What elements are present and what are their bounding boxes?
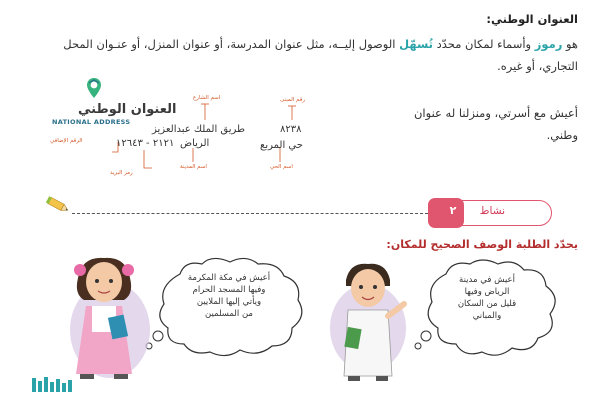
girl-bubble-line: من المسلمين	[205, 309, 253, 319]
logo-english-text: NATIONAL ADDRESS	[52, 118, 131, 126]
street-name-value: طريق الملك عبدالعزيز	[152, 124, 246, 135]
home-address-statement: أعيش مع أسرتي، ومنزلنا له عنوان وطني.	[413, 106, 578, 142]
definition-paragraph	[22, 33, 578, 77]
district-value: حي المربع	[260, 140, 303, 151]
callout-street-name: اسم الشارع	[193, 95, 221, 101]
definition-text-2: وأسماء لمكان محدّد	[432, 37, 535, 51]
girl-student-illustration	[60, 250, 150, 380]
boy-bubble-text	[432, 274, 542, 322]
boy-bubble-line: أعيش في مدينة	[459, 275, 515, 285]
postal-code-line: ٢١٢١ - ١٢٦٤٣	[116, 138, 175, 149]
postal-code-value: ١٢٦٤٣	[116, 138, 143, 149]
boy-bubble-line: قليل من السكان	[457, 299, 517, 309]
boy-bubble-line: والمباني	[472, 311, 502, 321]
boy-student-illustration	[324, 258, 412, 383]
activity-label: نشاط	[479, 205, 505, 217]
definition-text-3: الوصول إليــه، مثل عنوان المدرسة، أو عنوان المنزل، أو عنـوان المحل التجاري، أو غيره.	[63, 37, 578, 73]
girl-bubble-line: أعيش في مكة المكرمة	[187, 273, 271, 283]
boy-bubble-line: الرياض وفيها	[464, 287, 510, 297]
activity-instruction: يحدّد الطلبة الوصف الصحيح للمكان:	[386, 238, 578, 251]
callout-building-number: رقم المبنى	[280, 97, 305, 103]
activity-dashed-line	[72, 213, 428, 214]
additional-number-value: ٢١٢١	[152, 138, 175, 149]
callout-postal-code: رمز البريد	[110, 170, 133, 176]
city-value: الرياض	[180, 138, 210, 149]
definition-text-1: هو	[562, 37, 578, 51]
callout-additional-number: الرقم الإضافي	[50, 138, 83, 144]
activity-number: ٢	[449, 204, 457, 217]
highlight-term-facilitate: تُسهّل	[399, 37, 433, 51]
callout-city-name: اسم المدينة	[180, 164, 207, 170]
callout-district-name: اسم الحي	[270, 164, 293, 170]
national-address-logo-icon	[86, 77, 102, 99]
girl-bubble-line: ويأتي إليها الملايين	[196, 297, 262, 307]
ministry-logo-icon	[30, 376, 74, 394]
girl-bubble-text	[165, 272, 293, 320]
highlight-term-codes: رموز	[534, 37, 563, 51]
logo-arabic-text: العنوان الوطني	[78, 102, 177, 117]
section-heading: العنوان الوطني:	[486, 12, 578, 26]
girl-bubble-line: وفيها المسجد الحرام	[192, 285, 266, 295]
pencil-icon	[44, 194, 70, 216]
building-number-value: ٨٢٣٨	[280, 124, 302, 135]
